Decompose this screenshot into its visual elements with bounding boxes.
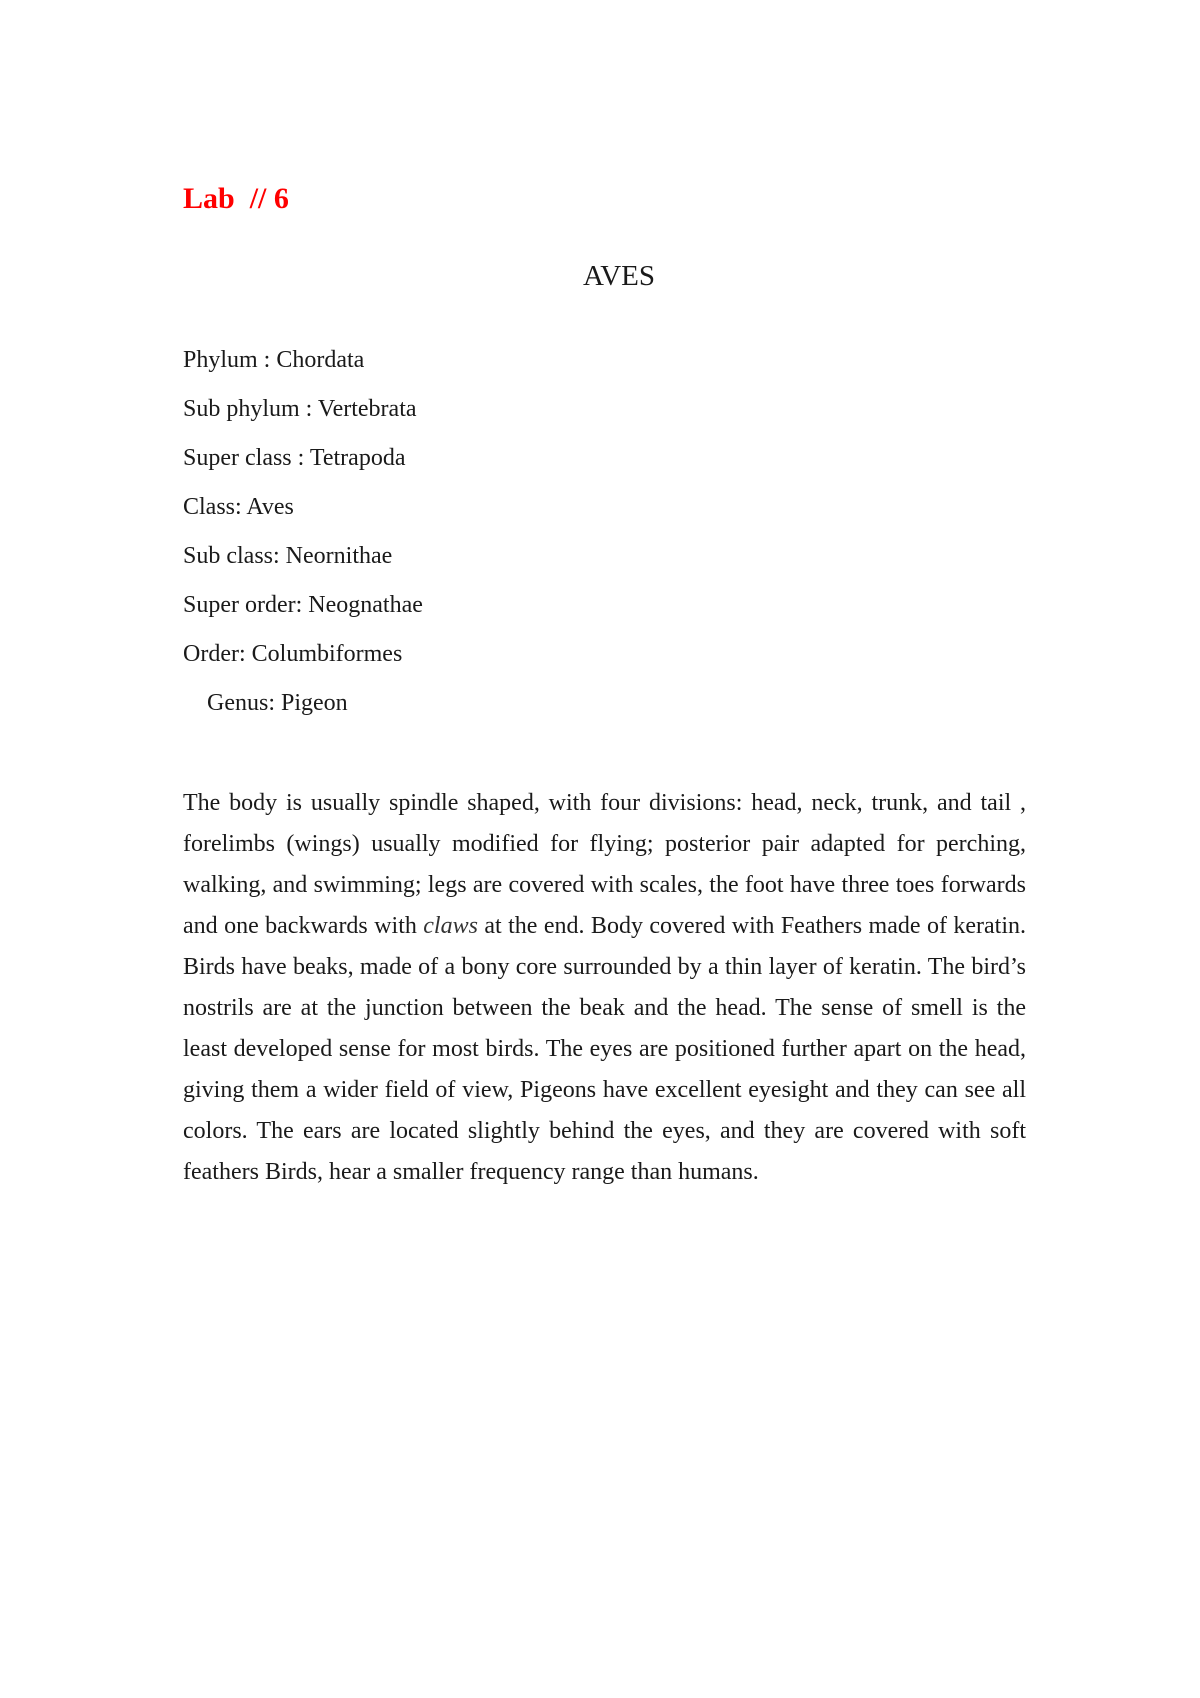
taxonomy-subphylum: Sub phylum : Vertebrata [183, 396, 417, 422]
description-paragraph [183, 783, 1026, 1193]
section-title: AVES [583, 260, 655, 292]
taxonomy-subclass: Sub class: Neornithae [183, 543, 393, 569]
taxonomy-list [183, 336, 423, 728]
taxonomy-superclass: Super class : Tetrapoda [183, 445, 406, 471]
taxonomy-superorder: Super order: Neognathae [183, 592, 423, 618]
taxonomy-class: Class: Aves [183, 494, 294, 520]
taxonomy-phylum: Phylum : Chordata [183, 347, 365, 373]
paragraph-emphasis-claws: claws [423, 913, 478, 939]
paragraph-text-part1: The body is usually spindle shaped, with four divisions: head, neck, trunk, and tail , forelimbs (wings) usually modified for flying; posterior pair adapted for perching, walking, and swimming; legs are covered with scales, the foot have three toes forwards and one backwards with [183, 790, 1026, 939]
paragraph-text-part2: at the end. Body covered with Feathers made of keratin. Birds have beaks, made of a bony core surrounded by a thin layer of keratin. The bird’s nostrils are at the junction between the beak and the head. The sense of smell is the least developed sense for most birds. The eyes are positioned further apart on the head, giving them a wider field of view, Pigeons have excellent eyesight and they can see all colors. The ears are located slightly behind the eyes, and they are covered with soft feathers Birds, hear a smaller frequency range than humans. [183, 913, 1026, 1185]
taxonomy-order: Order: Columbiformes [183, 641, 403, 667]
lab-title: Lab // 6 [183, 182, 289, 215]
taxonomy-genus: Genus: Pigeon [207, 690, 348, 716]
